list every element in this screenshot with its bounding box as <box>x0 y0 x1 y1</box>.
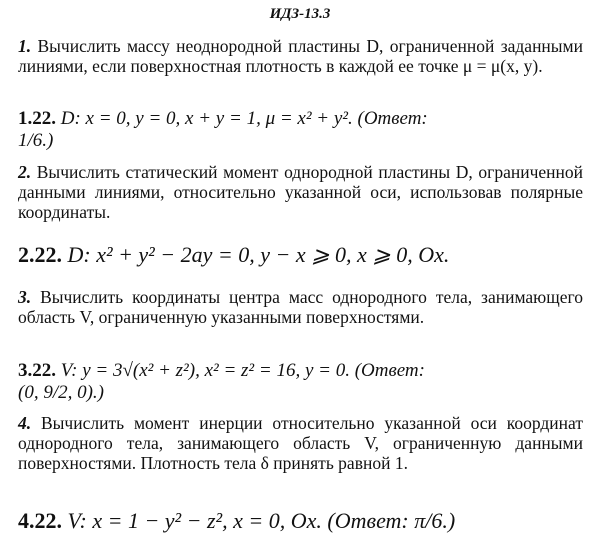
task-1-22 <box>18 108 583 152</box>
task-3-number: 3.22. <box>18 360 56 381</box>
page-title: ИДЗ-13.3 <box>269 6 331 22</box>
task-4-22 <box>18 508 583 534</box>
problem-4-text: Вычислить момент инерции относительно указанной оси координат однородного тела, занимающего область V, ограниченную данными поверхностями. Плотность тела δ принять равной 1. <box>18 413 583 473</box>
problem-1-statement <box>18 36 583 76</box>
problem-3-number: 3. <box>18 287 32 307</box>
problem-3-statement <box>18 287 583 327</box>
task-3-line-2: (0, 9/2, 0).) <box>18 382 105 403</box>
task-2-22 <box>18 242 583 268</box>
problem-1-number: 1. <box>18 36 32 56</box>
problem-2-statement <box>18 162 583 222</box>
task-1-line-1: D: x = 0, y = 0, x + y = 1, μ = x² + y². (Ответ: <box>56 108 428 129</box>
problem-4-statement <box>18 413 583 473</box>
task-1-number: 1.22. <box>18 108 56 129</box>
problem-3-text: Вычислить координаты центра масс однородного тела, занимающего область V, ограниченную указанными поверхностями. <box>18 287 583 327</box>
problem-1-text: Вычислить массу неоднородной пластины D, ограниченной заданными линиями, если поверхностная плотность в каждой ее точке μ = μ(x, y). <box>18 36 583 76</box>
task-2-number: 2.22. <box>18 242 62 267</box>
task-4-number: 4.22. <box>18 508 62 533</box>
problem-2-text: Вычислить статический момент однородной пластины D, ограниченной данными линиями, относительно указанной оси, использовав полярные координаты. <box>18 162 583 222</box>
task-3-22 <box>18 360 583 404</box>
task-3-line-1: V: y = 3√(x² + z²), x² = z² = 16, y = 0. (Ответ: <box>56 360 425 381</box>
task-4-line-1: V: x = 1 − y² − z², x = 0, Ox. (Ответ: π/6.) <box>62 508 456 533</box>
task-1-line-2: 1/6.) <box>18 130 54 151</box>
task-2-line-1: D: x² + y² − 2ay = 0, y − x ⩾ 0, x ⩾ 0, Ox. <box>62 242 450 267</box>
problem-4-number: 4. <box>18 413 32 433</box>
problem-2-number: 2. <box>18 162 32 182</box>
